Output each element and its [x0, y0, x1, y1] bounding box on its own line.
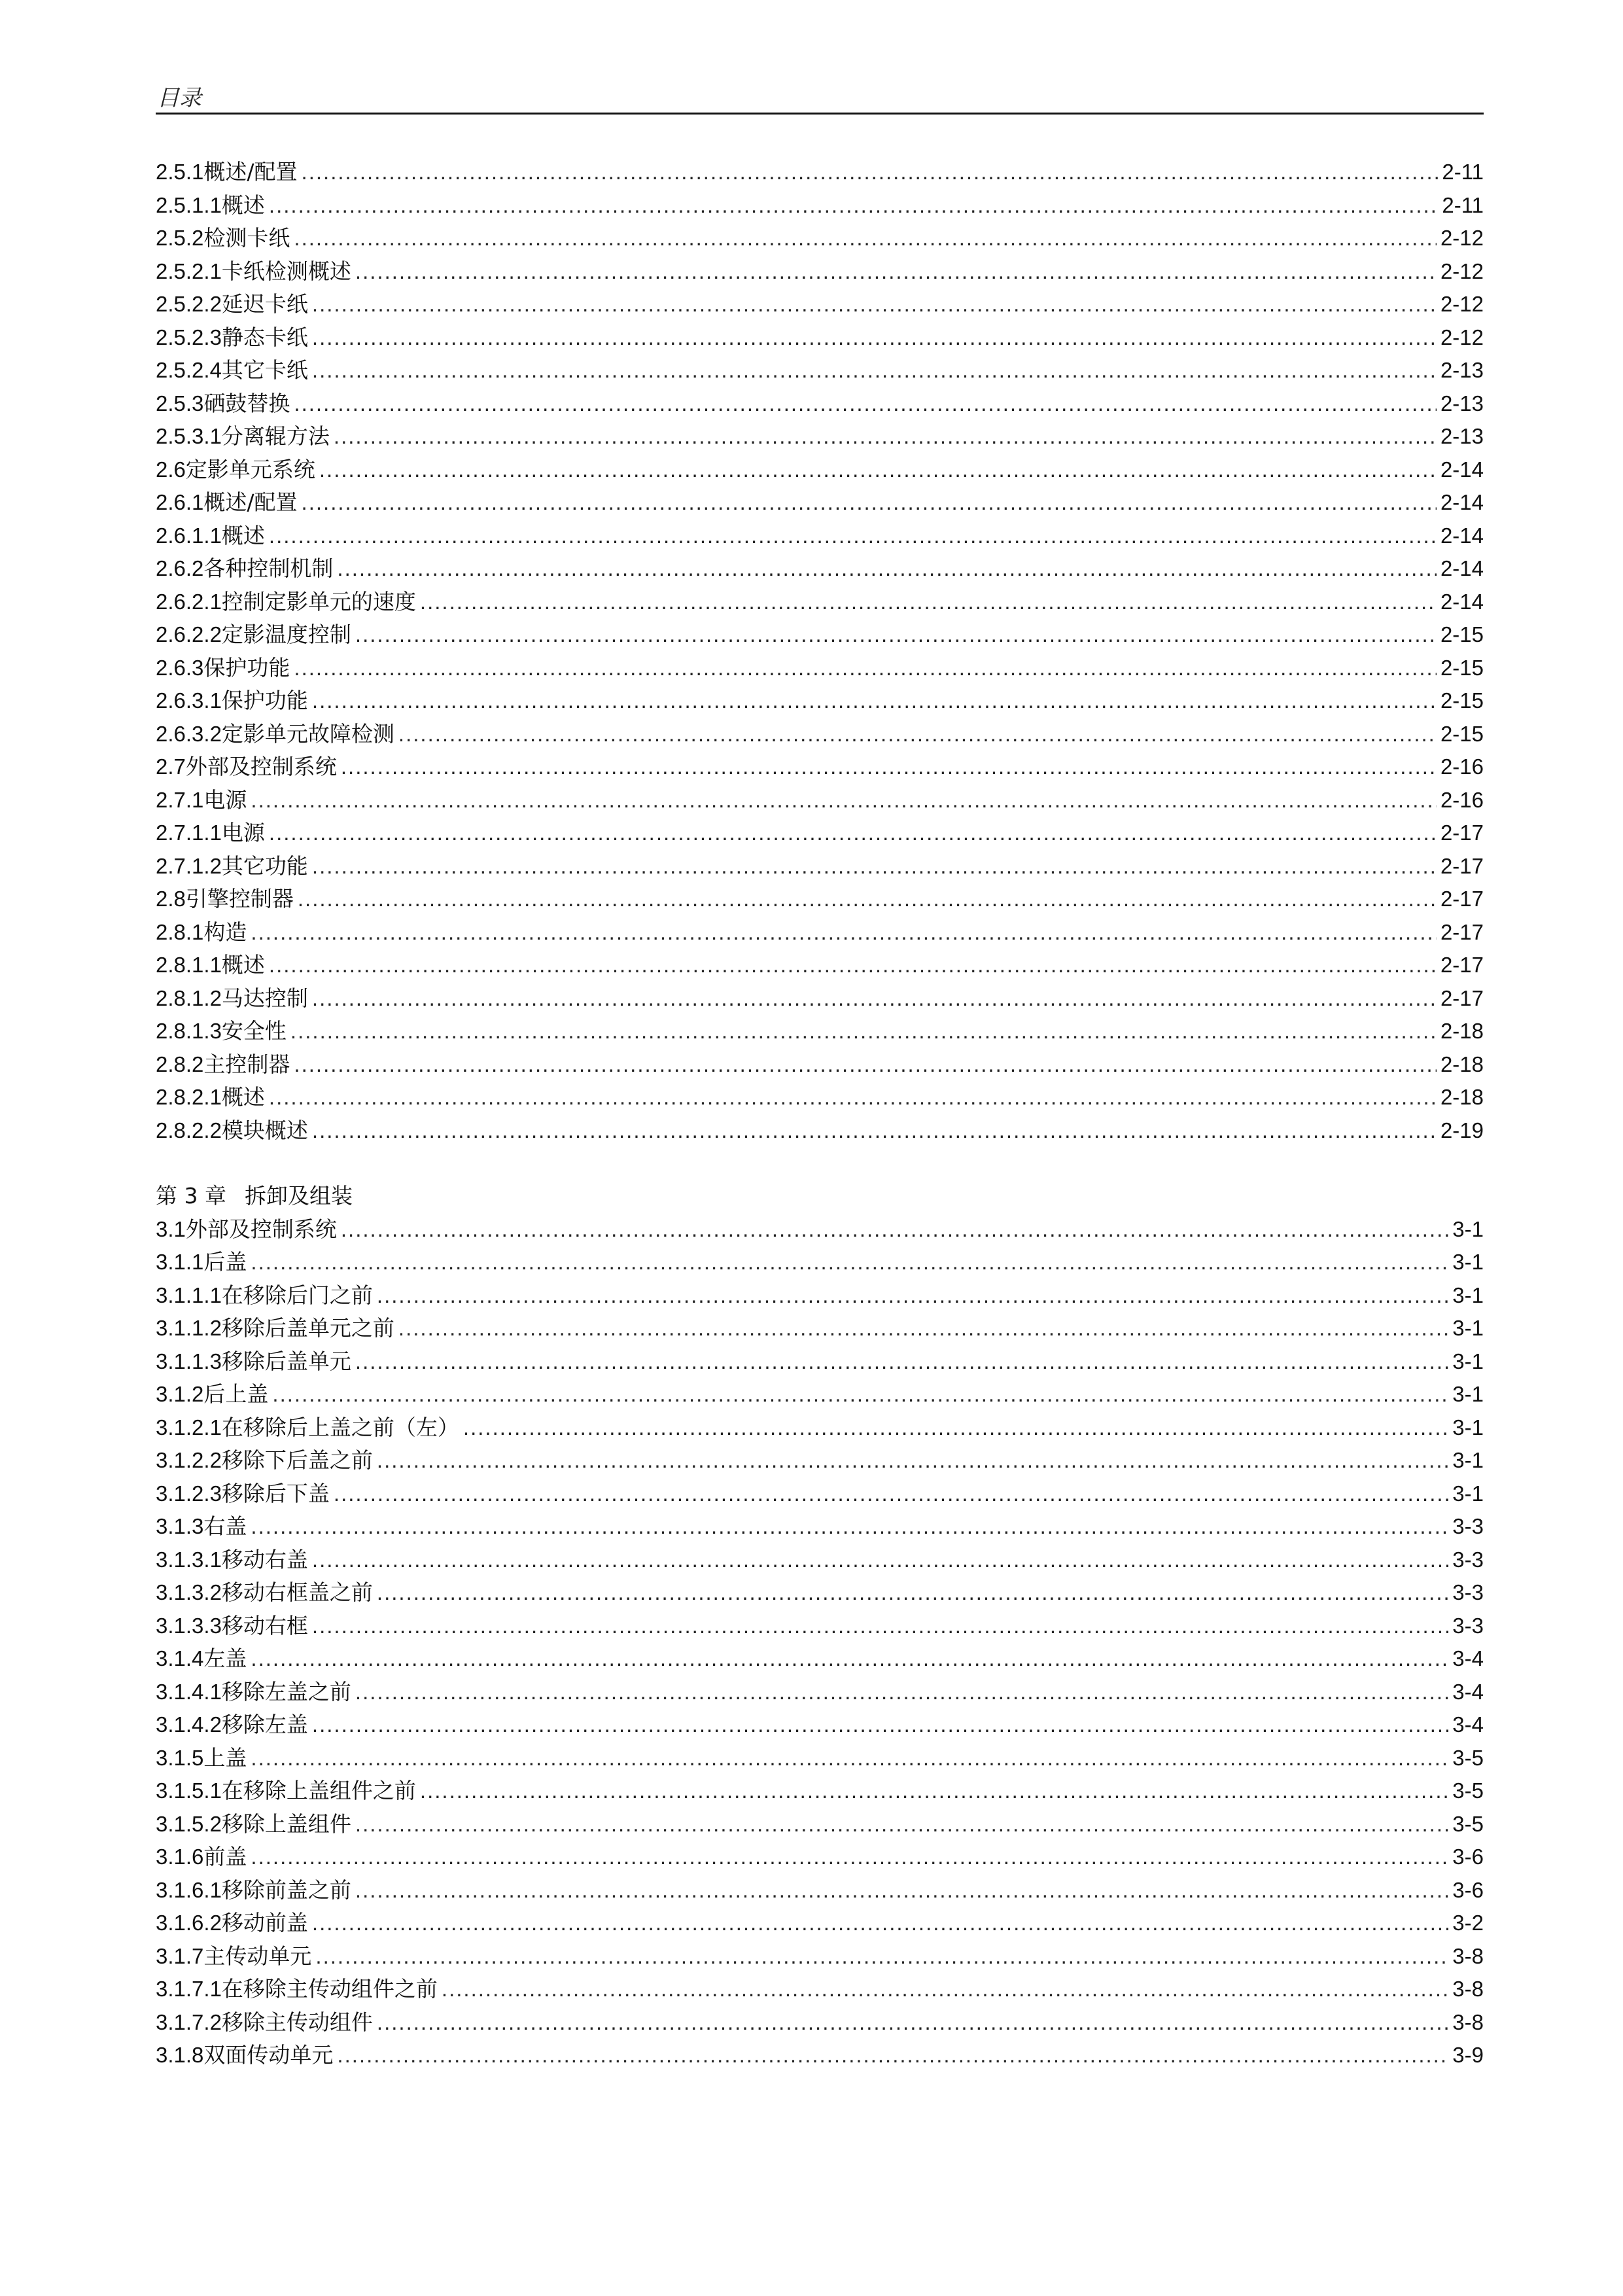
toc-entry-title: 移动右框盖之前: [221, 1580, 373, 1605]
toc-entry[interactable]: [156, 1015, 1484, 1048]
dot-leader: [337, 552, 1437, 586]
toc-entry-page: 2-12: [1440, 226, 1484, 250]
toc-entry-page: 3-1: [1452, 1250, 1484, 1274]
toc-entry-number: 3.1.2.3: [156, 1481, 222, 1506]
toc-entry[interactable]: [156, 916, 1484, 949]
toc-entry-page: 3-1: [1452, 1382, 1484, 1406]
toc-entry-title: 外部及控制系统: [185, 754, 337, 779]
dot-leader: [298, 883, 1437, 916]
toc-entry[interactable]: [156, 1808, 1484, 1841]
dot-leader: [312, 321, 1437, 355]
toc-entry-page: 3-3: [1452, 1613, 1484, 1638]
toc-entry-title: 移动右盖: [221, 1546, 308, 1572]
toc-entry[interactable]: [156, 1940, 1484, 1973]
toc-entry-title: 后盖: [203, 1249, 247, 1275]
toc-entry-page: 3-5: [1452, 1811, 1484, 1836]
toc-entry-title: 移动前盖: [221, 1910, 308, 1935]
toc-entry-title: 马达控制: [221, 985, 308, 1011]
toc-entry[interactable]: [156, 486, 1484, 520]
toc-entry[interactable]: [156, 586, 1484, 619]
toc-entry-title: 定影温度控制: [221, 622, 351, 647]
dot-leader: [302, 486, 1437, 520]
dot-leader: [355, 618, 1437, 652]
dot-leader: [312, 982, 1437, 1016]
toc-entry-page: 3-1: [1452, 1216, 1484, 1241]
toc-entry-title: 右盖: [203, 1513, 247, 1539]
dot-leader: [312, 1708, 1448, 1742]
toc-entry[interactable]: [156, 1279, 1484, 1313]
toc-entry-title: 上盖: [203, 1744, 247, 1771]
dot-leader: [355, 1345, 1448, 1379]
toc-entry-page: 2-19: [1440, 1118, 1484, 1142]
toc-entry-number: 2.6.1: [156, 490, 204, 514]
dot-leader: [269, 1081, 1437, 1114]
dot-leader: [341, 751, 1437, 784]
toc-entry-title: 静态卡纸: [221, 324, 308, 350]
toc-entry[interactable]: [156, 1708, 1484, 1742]
toc-entry-title: 定影单元故障检测: [221, 720, 394, 747]
dot-leader: [315, 1940, 1448, 1973]
toc-entry-page: 3-2: [1452, 1911, 1484, 1935]
toc-entry-title: 控制定影单元的速度: [221, 588, 416, 614]
toc-entry-page: 2-17: [1440, 853, 1484, 878]
header-rule: [156, 113, 1484, 115]
toc-entry-page: 2-12: [1440, 258, 1484, 283]
toc-entry-title: 左盖: [203, 1646, 247, 1671]
dot-leader: [312, 684, 1437, 718]
toc-entry-number: 3.1.5.2: [156, 1811, 222, 1836]
dot-leader: [251, 1246, 1448, 1279]
toc-entry-title: 双面传动单元: [203, 2042, 334, 2068]
toc-entry[interactable]: [156, 1345, 1484, 1379]
toc-entry-page: 3-1: [1452, 1316, 1484, 1340]
toc-entry-title: 概述: [221, 192, 265, 218]
toc-entry[interactable]: [156, 1213, 1484, 1246]
chapter-title: 拆卸及组装: [244, 1183, 353, 1209]
toc-entry-number: 2.8.2: [156, 1051, 204, 1076]
toc-entry-title: 在移除后上盖之前（左）: [221, 1414, 459, 1440]
page-header: [156, 75, 1484, 114]
dot-leader: [334, 420, 1437, 453]
toc-entry-page: 2-17: [1440, 821, 1484, 845]
toc-entry[interactable]: [156, 2006, 1484, 2040]
toc-entry-number: 3.1.4: [156, 1646, 204, 1670]
toc-entry-number: 3.1.7.2: [156, 2009, 222, 2034]
toc-entry[interactable]: [156, 420, 1484, 453]
toc-entry-page: 3-4: [1452, 1679, 1484, 1704]
dot-leader: [302, 156, 1439, 189]
toc-entry-title: 移除后盖单元之前: [221, 1315, 394, 1341]
toc-entry-page: 2-16: [1440, 754, 1484, 779]
toc-entry-page: 2-14: [1440, 556, 1484, 580]
toc-entry-number: 3.1.5: [156, 1745, 204, 1770]
toc-entry-page: 3-8: [1452, 1943, 1484, 1968]
toc-entry-number: 3.1.2.2: [156, 1448, 222, 1472]
dot-leader: [312, 288, 1437, 321]
toc-entry-page: 2-12: [1440, 325, 1484, 349]
toc-entry-title: 后上盖: [203, 1381, 269, 1407]
dot-leader: [269, 520, 1437, 553]
toc-entry-title: 移除上盖组件: [221, 1810, 351, 1837]
dot-leader: [251, 784, 1437, 817]
dot-leader: [312, 1610, 1448, 1643]
toc-entry-title: 其它卡纸: [221, 357, 308, 383]
toc-entry-number: 2.5.2.4: [156, 358, 222, 382]
toc-entry[interactable]: [156, 387, 1484, 421]
toc-entry-number: 2.8.1.2: [156, 985, 222, 1010]
dot-leader: [398, 718, 1437, 751]
dot-leader: [377, 2006, 1448, 2040]
toc-entry-number: 3.1.3: [156, 1514, 204, 1538]
toc-entry-number: 3.1.7.1: [156, 1977, 222, 2001]
dot-leader: [355, 1676, 1448, 1709]
toc-entry-title: 定影单元系统: [185, 456, 315, 482]
toc-entry-page: 2-18: [1440, 1019, 1484, 1043]
toc-entry-title: 保护功能: [203, 654, 290, 680]
toc-section-chapter-2: [156, 156, 1484, 1147]
toc-entry-page: 3-6: [1452, 1845, 1484, 1869]
toc-entry-page: 2-11: [1442, 192, 1484, 217]
toc-entry-number: 2.7.1.2: [156, 853, 222, 878]
toc-entry-number: 3.1.8: [156, 2043, 204, 2067]
toc-entry[interactable]: [156, 2039, 1484, 2072]
toc-entry-title: 检测卡纸: [203, 225, 290, 251]
toc-entry-title: 移除后盖单元: [221, 1348, 351, 1374]
toc-entry-number: 2.6: [156, 457, 186, 482]
toc-entry-page: 2-14: [1440, 457, 1484, 482]
toc-entry[interactable]: [156, 1576, 1484, 1610]
dot-leader: [269, 949, 1437, 982]
toc-entry-title: 其它功能: [221, 853, 308, 879]
toc-entry-number: 2.5.3.1: [156, 424, 222, 448]
toc-entry-page: 2-13: [1440, 424, 1484, 448]
toc-entry-page: 2-13: [1440, 391, 1484, 415]
toc-entry-page: 3-4: [1452, 1712, 1484, 1737]
toc-entry-number: 2.6.1.1: [156, 523, 222, 548]
dot-leader: [312, 850, 1437, 883]
toc-entry[interactable]: [156, 255, 1484, 289]
toc-entry-title: 各种控制机制: [203, 556, 334, 581]
toc-entry-title: 概述: [221, 1084, 265, 1110]
toc-entry-number: 2.6.2.1: [156, 589, 222, 614]
toc-entry[interactable]: [156, 652, 1484, 685]
dot-leader: [294, 1048, 1437, 1082]
toc-entry-page: 2-15: [1440, 721, 1484, 746]
toc-entry[interactable]: [156, 1312, 1484, 1345]
toc-entry-number: 2.5.1: [156, 160, 204, 184]
dot-leader: [294, 222, 1437, 255]
toc-entry-title: 安全性: [221, 1018, 287, 1044]
toc-entry-page: 3-5: [1452, 1778, 1484, 1803]
toc-entry-title: 概述/配置: [203, 159, 298, 185]
toc-entry-page: 3-1: [1452, 1448, 1484, 1472]
toc-entry-title: 移动右框: [221, 1612, 308, 1638]
toc-entry[interactable]: [156, 1048, 1484, 1082]
toc-entry-title: 移除主传动组件: [221, 2009, 373, 2035]
dot-leader: [251, 1742, 1448, 1775]
toc-entry-number: 2.8.2.1: [156, 1085, 222, 1109]
toc-entry-page: 2-17: [1440, 953, 1484, 977]
dot-leader: [251, 1841, 1448, 1874]
dot-leader: [420, 1775, 1448, 1808]
toc-entry-page: 2-18: [1440, 1085, 1484, 1109]
dot-leader: [420, 586, 1437, 619]
toc-entry[interactable]: [156, 552, 1484, 586]
toc-entry[interactable]: [156, 222, 1484, 255]
toc-entry-number: 3.1.6.1: [156, 1877, 222, 1902]
toc-entry-page: 2-12: [1440, 292, 1484, 316]
toc-entry[interactable]: [156, 1642, 1484, 1676]
toc-entry-page: 3-3: [1452, 1580, 1484, 1604]
toc-entry-title: 移除下后盖之前: [221, 1447, 373, 1473]
toc-entry-number: 3.1.1: [156, 1250, 204, 1274]
toc-entry[interactable]: [156, 354, 1484, 387]
toc-entry-title: 保护功能: [221, 688, 308, 713]
toc-entry-page: 3-9: [1452, 2043, 1484, 2067]
toc-entry[interactable]: [156, 1676, 1484, 1709]
toc-entry[interactable]: [156, 1544, 1484, 1577]
toc-entry-title: 引擎控制器: [185, 886, 294, 911]
dot-leader: [290, 1015, 1437, 1048]
toc-entry[interactable]: [156, 321, 1484, 355]
toc-entry-title: 移除后下盖: [221, 1480, 330, 1506]
toc-entry-number: 3.1.2: [156, 1382, 204, 1406]
dot-leader: [463, 1411, 1448, 1445]
toc-entry-page: 3-8: [1452, 1977, 1484, 2001]
toc-entry[interactable]: [156, 1444, 1484, 1477]
toc-entry-number: 2.5.2.3: [156, 325, 222, 349]
toc-entry-number: 3.1.3.2: [156, 1580, 222, 1604]
toc-entry[interactable]: [156, 1610, 1484, 1643]
toc-entry-number: 2.6.3.1: [156, 688, 222, 713]
toc-entry-number: 3.1.3.3: [156, 1613, 222, 1638]
toc-entry-title: 模块概述: [221, 1117, 308, 1143]
toc-entry-number: 3.1.3.1: [156, 1547, 222, 1572]
toc-entry[interactable]: [156, 751, 1484, 784]
toc-entry[interactable]: [156, 982, 1484, 1016]
toc-entry-page: 3-3: [1452, 1514, 1484, 1538]
toc-entry-title: 构造: [203, 919, 247, 945]
toc-entry[interactable]: [156, 288, 1484, 321]
toc-entry-title: 移除左盖之前: [221, 1678, 351, 1704]
toc-entry[interactable]: [156, 1510, 1484, 1544]
toc-entry-title: 在移除上盖组件之前: [221, 1778, 416, 1803]
dot-leader: [377, 1444, 1448, 1477]
toc-entry-page: 2-17: [1440, 985, 1484, 1010]
toc-entry-page: 2-13: [1440, 358, 1484, 382]
toc-entry-number: 2.8.2.2: [156, 1118, 222, 1142]
dot-leader: [269, 189, 1438, 222]
toc-entry[interactable]: [156, 1081, 1484, 1114]
toc-entry-number: 2.5.1.1: [156, 192, 222, 217]
toc-entry-page: 3-8: [1452, 2009, 1484, 2034]
toc-entry-page: 2-15: [1440, 655, 1484, 680]
toc-entry-title: 概述: [221, 952, 265, 978]
toc-entry-number: 2.7: [156, 754, 186, 779]
toc-entry-number: 3.1.4.1: [156, 1679, 222, 1704]
toc-entry-page: 3-1: [1452, 1282, 1484, 1307]
toc-entry-number: 3.1: [156, 1216, 186, 1241]
dot-leader: [341, 1213, 1448, 1246]
toc-entry-number: 2.5.2.2: [156, 292, 222, 316]
toc-entry-number: 3.1.7: [156, 1943, 204, 1968]
toc-entry[interactable]: [156, 718, 1484, 751]
toc-entry[interactable]: [156, 850, 1484, 883]
toc-entry[interactable]: [156, 1378, 1484, 1411]
toc-entry-page: 3-1: [1452, 1481, 1484, 1506]
toc-entry[interactable]: [156, 1411, 1484, 1445]
dot-leader: [319, 453, 1437, 487]
toc-entry-page: 3-3: [1452, 1547, 1484, 1572]
dot-leader: [312, 1114, 1437, 1148]
toc-entry-title: 延迟卡纸: [221, 291, 308, 317]
toc-entry-title: 主传动单元: [203, 1943, 312, 1969]
toc-entry-page: 2-14: [1440, 589, 1484, 614]
toc-entry[interactable]: [156, 1973, 1484, 2006]
toc-entry-page: 3-1: [1452, 1349, 1484, 1373]
dot-leader: [294, 652, 1437, 685]
dot-leader: [442, 1973, 1448, 2006]
toc-entry-page: 2-17: [1440, 887, 1484, 911]
toc-entry[interactable]: [156, 453, 1484, 487]
toc-entry[interactable]: [156, 1907, 1484, 1940]
toc-entry[interactable]: [156, 520, 1484, 553]
dot-leader: [355, 1874, 1448, 1907]
toc-entry[interactable]: [156, 1114, 1484, 1148]
toc-entry[interactable]: [156, 189, 1484, 222]
dot-leader: [398, 1312, 1448, 1345]
toc-entry[interactable]: [156, 1874, 1484, 1907]
toc-entry-title: 在移除主传动组件之前: [221, 1976, 438, 2002]
toc-entry-title: 硒鼓替换: [203, 390, 290, 416]
toc-entry-number: 2.5.2: [156, 226, 204, 250]
toc-entry[interactable]: [156, 1477, 1484, 1511]
toc-entry[interactable]: [156, 817, 1484, 850]
toc-entry[interactable]: [156, 1742, 1484, 1775]
dot-leader: [334, 1477, 1448, 1511]
dot-leader: [251, 1642, 1448, 1676]
dot-leader: [269, 817, 1437, 850]
toc-entry-page: 2-14: [1440, 490, 1484, 514]
toc-entry-page: 2-17: [1440, 919, 1484, 944]
toc-entry-number: 2.5.2.1: [156, 258, 222, 283]
toc-entry-number: 2.6.2: [156, 556, 204, 580]
toc-entry-title: 移除前盖之前: [221, 1877, 351, 1903]
toc-entry-number: 3.1.1.2: [156, 1316, 222, 1340]
toc-entry[interactable]: [156, 1841, 1484, 1874]
toc-entry-title: 主控制器: [203, 1051, 290, 1077]
toc-entry-number: 3.1.4.2: [156, 1712, 222, 1737]
toc-section-chapter-3: [156, 1213, 1484, 2072]
dot-leader: [294, 387, 1437, 421]
toc-entry-number: 2.5.3: [156, 391, 204, 415]
toc-entry-page: 2-14: [1440, 523, 1484, 548]
toc-entry-title: 在移除后门之前: [221, 1282, 373, 1308]
toc-entry-title: 卡纸检测概述: [221, 258, 351, 284]
toc-entry-page: 2-16: [1440, 787, 1484, 812]
toc-entry[interactable]: [156, 1775, 1484, 1808]
toc-entry-title: 电源: [203, 786, 247, 813]
toc-entry-number: 2.8.1.3: [156, 1019, 222, 1043]
toc-entry-number: 3.1.5.1: [156, 1778, 222, 1803]
toc-entry-number: 2.7.1: [156, 787, 204, 812]
toc-entry-title: 前盖: [203, 1844, 247, 1869]
dot-leader: [312, 1544, 1448, 1577]
dot-leader: [251, 1510, 1448, 1544]
toc-entry-title: 分离辊方法: [221, 423, 330, 449]
toc-entry-number: 2.8: [156, 887, 186, 911]
toc-entry-number: 3.1.1.3: [156, 1349, 222, 1373]
toc-entry-page: 2-15: [1440, 688, 1484, 713]
toc-entry-page: 2-18: [1440, 1051, 1484, 1076]
toc-entry-number: 2.6.3.2: [156, 721, 222, 746]
toc-entry-number: 2.6.3: [156, 655, 204, 680]
toc-entry-title: 电源: [221, 820, 265, 845]
toc-entry-page: 3-6: [1452, 1877, 1484, 1902]
toc-entry-number: 2.7.1.1: [156, 821, 222, 845]
toc-entry[interactable]: [156, 618, 1484, 652]
dot-leader: [377, 1279, 1448, 1313]
dot-leader: [312, 354, 1437, 387]
toc-entry[interactable]: [156, 1246, 1484, 1279]
toc-entry-page: 2-11: [1442, 160, 1484, 184]
toc-entry-title: 外部及控制系统: [185, 1216, 337, 1242]
toc-entry-title: 概述/配置: [203, 489, 298, 515]
toc-entry-number: 3.1.6.2: [156, 1911, 222, 1935]
dot-leader: [312, 1907, 1448, 1940]
toc-entry-title: 移除左盖: [221, 1712, 308, 1737]
dot-leader: [272, 1378, 1448, 1411]
table-of-contents: [156, 156, 1484, 2072]
toc-entry-number: 3.1.1.1: [156, 1282, 222, 1307]
toc-entry-page: 3-1: [1452, 1415, 1484, 1439]
toc-entry[interactable]: [156, 784, 1484, 817]
dot-leader: [337, 2039, 1448, 2072]
toc-entry-number: 2.8.1.1: [156, 953, 222, 977]
toc-entry-title: 概述: [221, 522, 265, 548]
dot-leader: [355, 1808, 1448, 1841]
chapter-heading: [156, 1180, 1484, 1213]
toc-entry-page: 3-5: [1452, 1745, 1484, 1770]
toc-entry-page: 2-15: [1440, 622, 1484, 646]
toc-entry[interactable]: [156, 949, 1484, 982]
toc-entry[interactable]: [156, 883, 1484, 916]
header-title: 目录: [157, 85, 201, 111]
dot-leader: [355, 255, 1437, 289]
toc-entry[interactable]: [156, 156, 1484, 189]
toc-entry-number: 3.1.2.1: [156, 1415, 222, 1439]
toc-entry-number: 2.8.1: [156, 919, 204, 944]
toc-entry[interactable]: [156, 684, 1484, 718]
dot-leader: [377, 1576, 1448, 1610]
toc-entry-number: 2.6.2.2: [156, 622, 222, 646]
chapter-label: 第 3 章: [156, 1183, 226, 1209]
toc-entry-number: 3.1.6: [156, 1845, 204, 1869]
toc-entry-page: 3-4: [1452, 1646, 1484, 1670]
dot-leader: [251, 916, 1437, 949]
